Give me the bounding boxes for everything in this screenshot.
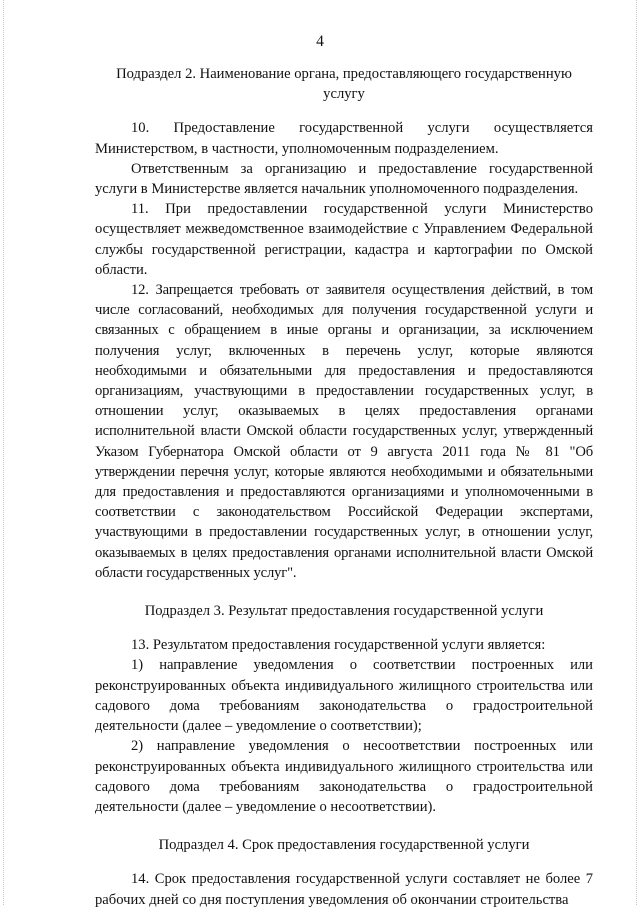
paragraph: Ответственным за организацию и предоставление государственной услуги в Министерстве является начальник уполномоченного подразделения. bbox=[95, 160, 593, 198]
scan-edge-right bbox=[636, 0, 637, 905]
paragraph: 12. Запрещается требовать от заявителя осуществления действий, в том числе согласований, необходимых для получения государственной услуги и связанных с обращением в иные органы и организации, за исключением получения услуг, включенных в перечень услуг, которые являются необходимыми и обязательными для предоставления и предоставляются организациям, участвующими в предоставлении государственных услуг, в отношении услуг, оказываемых в целях предоставления органами исполнительной власти Омской области государственных услуг, утвержденный Указом Губернатора Омской области от 9 августа 2011 года № 81 "Об утверждении перечня услуг, которые являются необходимыми и обязательными для предоставления и предоставляются организациями и уполномоченными в соответствии с законодательством Российской Федерации экспертами, участвующими в предоставлении государственных услуг, в отношении услуг, оказываемых в целях предоставления органами исполнительной власти Омской области государственных услуг". bbox=[95, 282, 593, 581]
section-heading: Подраздел 3. Результат предоставления государственной услуги bbox=[144, 603, 544, 620]
paragraph: 10. Предоставление государственной услуги осуществляется Министерством, в частности, уполномоченным подразделением. bbox=[95, 120, 593, 157]
document-body bbox=[95, 64, 593, 910]
section-heading: Подраздел 2. Наименование органа, предоставляющего государственную услугу bbox=[116, 66, 572, 103]
section-heading: Подраздел 4. Срок предоставления государственной услуги bbox=[158, 837, 530, 854]
paragraph: 11. При предоставлении государственной услуги Министерство осуществляет межведомственное взаимодействие с Управлением Федеральной службы государственной регистрации, кадастра и картографии по Омской области. bbox=[95, 201, 593, 278]
paragraph: 2) направление уведомления о несоответствии построенных или реконструированных объекта индивидуального жилищного строительства или садового дома требованиям законодательства о градостроительной деятельности (далее – уведомление о несоответствии). bbox=[95, 738, 593, 815]
paragraph: 14. Срок предоставления государственной услуги составляет не более 7 рабочих дней со дня поступления уведомления об окончании строительства bbox=[95, 871, 593, 908]
paragraph: 1) направление уведомления о соответствии построенных или реконструированных объекта индивидуального жилищного строительства или садового дома требованиям законодательства о градостроительной деятельности (далее – уведомление о соответствии); bbox=[95, 657, 593, 735]
scan-edge-left bbox=[3, 0, 4, 905]
paragraph: 13. Результатом предоставления государственной услуги является: bbox=[131, 637, 546, 654]
page-number: 4 bbox=[316, 33, 324, 50]
